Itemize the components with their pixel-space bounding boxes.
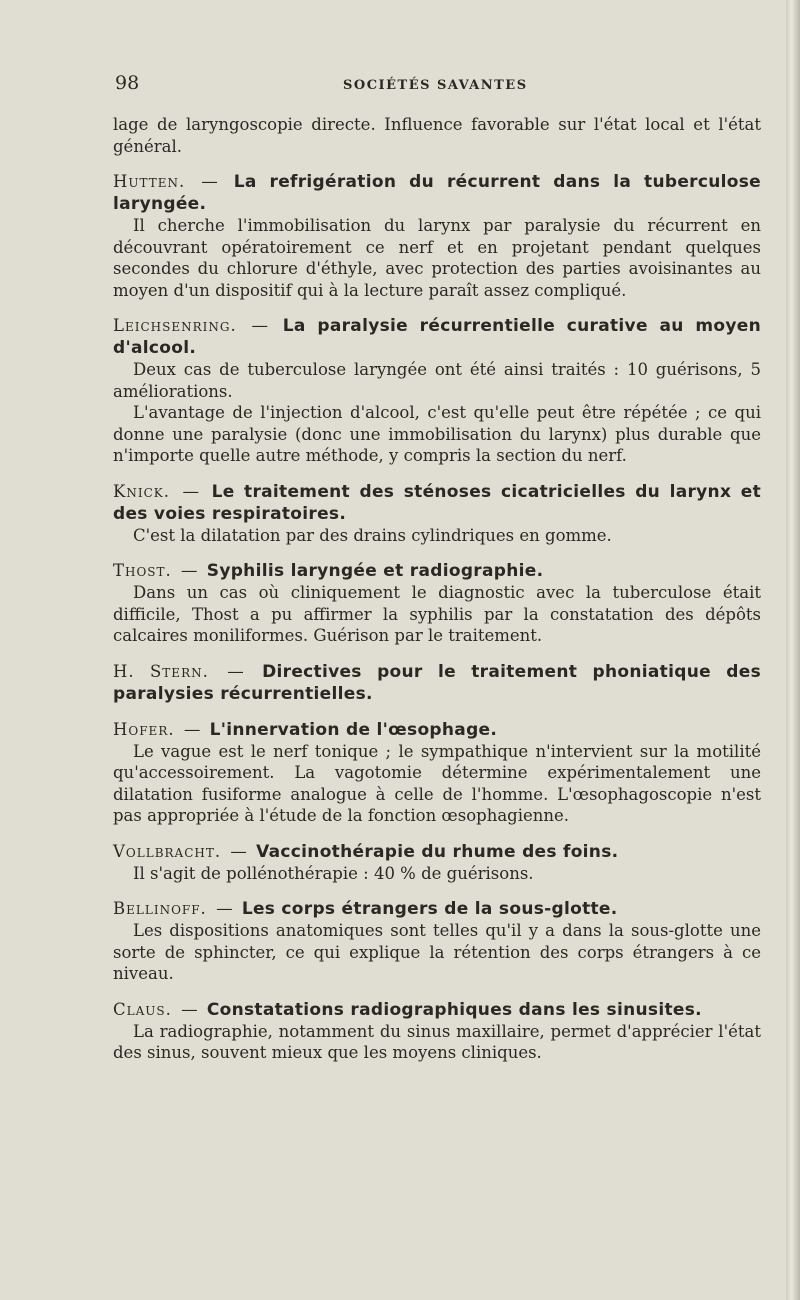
heading-dash: —	[227, 661, 244, 681]
entry-paragraph: C'est la dilatation par des drains cylindriques en gomme.	[133, 525, 612, 545]
author-name: Hofer.	[113, 719, 175, 739]
page-edge	[786, 0, 800, 1300]
entry-title: Directives pour le traitement phoniatique des paralysies récurrentielles.	[113, 661, 761, 704]
page-number: 98	[115, 72, 140, 94]
page-header	[115, 72, 750, 96]
entry-title: Constatations radiographiques dans les sinusites.	[206, 999, 702, 1020]
entry-heading	[113, 999, 761, 1021]
abstract-entry	[113, 560, 761, 647]
author-name: Knick.	[113, 481, 170, 501]
abstract-entry	[113, 481, 761, 547]
abstract-entry	[113, 999, 761, 1064]
author-name: H. Stern.	[113, 661, 209, 681]
entry-title: La refrigération du récurrent dans la tuberculose laryngée.	[113, 172, 761, 214]
heading-dash: —	[183, 719, 201, 739]
page-content	[113, 114, 761, 1064]
entry-paragraph: L'avantage de l'injection d'alcool, c'est qu'elle peut être répétée ; ce qui donne une paralysie (donc une immobilisation du larynx) plus durable que n'importe quelle autre méthode, y compris la section du nerf.	[113, 403, 761, 465]
entry-paragraph: La radiographie, notamment du sinus maxillaire, permet d'apprécier l'état des sinus, souvent mieux que les moyens cliniques.	[113, 1021, 761, 1062]
entry-heading	[113, 560, 761, 582]
entry-paragraph: Dans un cas où cliniquement le diagnostic avec la tuberculose était difficile, Thost a pu affirmer la syphilis par la constatation des dépôts calcaires moniliformes. Guérison par le traitement.	[113, 583, 761, 645]
entry-heading	[113, 171, 761, 215]
running-title: SOCIÉTÉS SAVANTES	[343, 78, 528, 93]
entry-title: Syphilis laryngée et radiographie.	[206, 561, 544, 581]
abstract-entry	[113, 661, 761, 705]
heading-dash: —	[201, 172, 218, 191]
entry-title: Le traitement des sténoses cicatricielles du larynx et des voies respiratoires.	[113, 481, 761, 524]
abstract-entry	[113, 841, 761, 885]
author-name: Vollbracht.	[113, 841, 222, 861]
heading-dash: —	[181, 999, 198, 1019]
entry-paragraph: Les dispositions anatomiques sont telles qu'il y a dans la sous-glotte une sorte de sphincter, ce qui explique la rétention des corps étrangers à ce niveau.	[113, 921, 761, 983]
entry-title: Les corps étrangers de la sous-glotte.	[241, 899, 618, 919]
heading-dash: —	[181, 561, 198, 580]
entry-paragraph: lage de laryngoscopie directe. Influence favorable sur l'état local et l'état général.	[113, 115, 761, 156]
author-name: Bellinoff.	[113, 899, 207, 918]
entry-title: L'innervation de l'œsophage.	[209, 719, 498, 740]
entry-paragraph: Il s'agit de pollénothérapie : 40 % de guérisons.	[133, 863, 534, 883]
entry-title: La paralysie récurrentielle curative au moyen d'alcool.	[113, 316, 762, 358]
entry-heading	[113, 315, 761, 359]
entry-heading	[113, 719, 761, 741]
abstract-entry	[113, 114, 761, 157]
author-name: Leichsenring.	[113, 316, 237, 335]
abstract-entry	[113, 315, 761, 467]
heading-dash: —	[216, 899, 233, 918]
entry-paragraph: Il cherche l'immobilisation du larynx par paralysie du récurrent en découvrant opératoirement ce nerf et en projetant pendant quelques secondes du chlorure d'éthyle, avec protection des parties avoisinantes au moyen d'un dispositif qui à la lecture paraît assez compliqué.	[113, 216, 761, 300]
entry-heading	[113, 898, 761, 920]
abstract-entry	[113, 898, 761, 985]
heading-dash: —	[251, 316, 268, 335]
entry-heading	[113, 481, 761, 525]
entry-heading	[113, 661, 761, 705]
entry-paragraph: Deux cas de tuberculose laryngée ont été ainsi traités : 10 guérisons, 5 améliorations.	[113, 360, 761, 401]
heading-dash: —	[182, 481, 200, 501]
author-name: Thost.	[113, 561, 172, 580]
entry-title: Vaccinothérapie du rhume des foins.	[256, 841, 619, 862]
entry-heading	[113, 841, 761, 863]
heading-dash: —	[230, 841, 247, 861]
author-name: Hutten.	[113, 172, 186, 191]
entry-paragraph: Le vague est le nerf tonique ; le sympathique n'intervient sur la motilité qu'accessoirement. La vagotomie détermine expérimentalement une dilatation fusiforme analogue à celle de l'homme. L'œsophagoscopie n'est pas appropriée à l'étude de la fonction œsophagienne.	[113, 741, 761, 825]
abstract-entry	[113, 171, 761, 301]
author-name: Claus.	[113, 999, 172, 1019]
abstract-entry	[113, 719, 761, 827]
